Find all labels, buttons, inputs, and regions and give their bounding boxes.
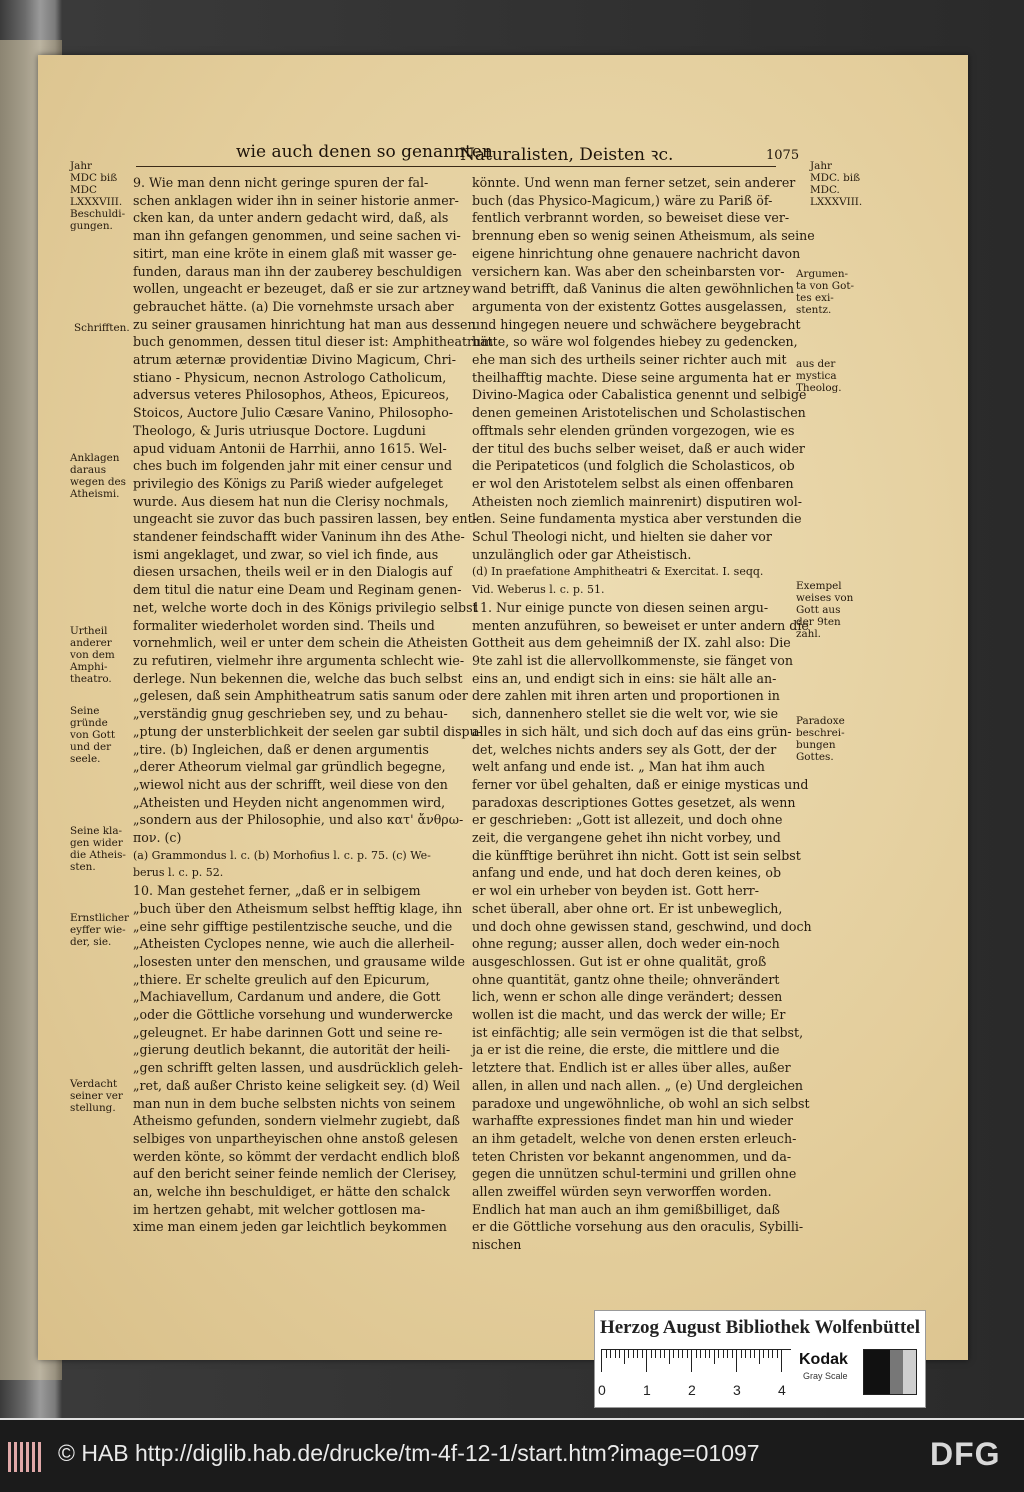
ruler-tick [714, 1350, 715, 1364]
header-rule [136, 166, 776, 167]
text-line: standener feindschafft wider Vaninum ihn des Athe- [133, 529, 465, 545]
ruler-tick [664, 1350, 665, 1358]
ruler-number: 4 [778, 1382, 786, 1398]
text-line: sich, dannenhero stellet sie die welt vor, wie sie [472, 706, 779, 722]
text-line: versichern kan. Was aber den scheinbarsten vor- [472, 263, 785, 279]
text-line: funden, daraus man ihn der zauberey beschuldigen [133, 263, 462, 279]
text-line: an ihm getadelt, welche von denen ersten erleuch- [472, 1130, 797, 1146]
ruler-tick [696, 1350, 697, 1358]
text-line: alles in sich hält, und sich doch auf das eins grün- [472, 723, 792, 739]
margin-note-line: Anklagen [70, 452, 120, 464]
text-line: gebrauchet hätte. (a) Die vornehmste ursach aber [133, 298, 454, 314]
running-head-left: wie auch denen so genannten [236, 142, 493, 162]
text-line: im hertzen gehabt, mit welcher gottlosen ma- [133, 1201, 426, 1217]
text-line: anfang und ende, und hat doch deren keines, ob [472, 865, 782, 881]
text-line: selbiges von unpartheyischen ohne anstoß gelesen [133, 1130, 459, 1146]
text-line: schen anklagen wider ihn in seiner historie anmer- [133, 192, 459, 208]
margin-note-line: Seine [70, 705, 100, 717]
margin-note-line: Amphi- [70, 661, 108, 673]
text-line: „tire. (b) Ingleichen, daß er denen argumentis [133, 741, 429, 757]
margin-note-line: anderer [70, 637, 112, 649]
ruler-number: 2 [688, 1382, 696, 1398]
text-line: allen zweiffel würden seyn verworffen worden. [472, 1184, 772, 1200]
margin-note-line: der, sie. [70, 936, 112, 948]
ruler-tick [759, 1350, 760, 1364]
ruler-tick [700, 1350, 701, 1358]
ruler-tick [754, 1350, 755, 1358]
ruler-tick [610, 1350, 611, 1358]
margin-note-line: mystica [796, 370, 837, 382]
ruler-tick [624, 1350, 625, 1364]
margin-note-line: Jahr [810, 160, 833, 172]
text-line: buch genommen, dessen titul dieser ist: Amphitheatrum [133, 334, 494, 350]
text-line: „Atheisten Cyclopes nenne, wie auch die allerheil- [133, 936, 455, 952]
margin-note-line: aus der [796, 358, 836, 370]
ruler-tick [678, 1350, 679, 1358]
text-line: brennung eben so wenig seinen Atheismum, als seine [472, 228, 815, 244]
text-line: buch (das Physico-Magicum,) wäre zu Pariß öf- [472, 192, 773, 208]
ruler-tick [615, 1350, 616, 1358]
margin-note-line: beschrei- [796, 727, 845, 739]
ruler-tick [723, 1350, 724, 1358]
text-line: vornehmlich, weil er unter dem schein die Atheisten [133, 635, 468, 651]
margin-note-line: tes exi- [796, 292, 834, 304]
text-line: derlege. Nun bekennen die, welche das buch selbst [133, 670, 463, 686]
margin-note-line: MDC. biß [810, 172, 861, 184]
text-line: atrum æternæ providentiæ Divino Magicum, Chri- [133, 352, 456, 368]
ruler-tick [660, 1350, 661, 1358]
text-line: zeit, die vergangene gehet ihn nicht vorbey, und [472, 830, 781, 846]
text-line: „ret, daß außer Christo keine seligkeit sey. (d) Weil [133, 1077, 461, 1093]
ruler-tick [687, 1350, 688, 1358]
text-line: man ihn gefangen genommen, und seine sachen vi- [133, 228, 461, 244]
ruler-tick [682, 1350, 683, 1358]
ruler-tick [655, 1350, 656, 1358]
margin-note-line: von dem [70, 649, 115, 661]
ruler-tick [781, 1350, 782, 1372]
margin-note-line: bungen [796, 739, 836, 751]
text-line: lich, wenn er schon alle dinge verändert; dessen [472, 989, 783, 1005]
margin-note-line: LXXXVIII. [70, 196, 123, 208]
ruler-tick [768, 1350, 769, 1358]
margin-note-anklagen [70, 452, 126, 500]
margin-note-verdacht [70, 1078, 123, 1114]
margin-note-line: Schrifften. [74, 322, 130, 334]
text-line: „eine sehr gifftige pestilentzische seuche, und die [133, 918, 453, 934]
text-line: menten anzuführen, so beweiset er unter andern die [472, 617, 809, 633]
text-line: die Peripateticos (und folglich die Scholasticos, ob [472, 458, 795, 474]
text-line: „Atheisten und Heyden nicht angenommen wird, [133, 794, 446, 810]
text-line: „Machiavellum, Cardanum und andere, die Gott [133, 989, 441, 1005]
text-line: gegen die unnützen schul-termini und grillen ohne [472, 1166, 797, 1182]
text-line: „gen schrifft gelten lassen, und ausdrücklich geleh- [133, 1060, 463, 1076]
margin-note-line: Gott aus [796, 604, 841, 616]
ruler-number: 1 [643, 1382, 651, 1398]
text-line: und doch ohne gewissen stand, geschwind, und doch [472, 918, 812, 934]
margin-note-line: wegen des [70, 476, 126, 488]
text-line: wand betrifft, daß Vaninus die alten gewöhnlichen [472, 281, 794, 297]
text-line: man nun in dem buche selbsten nichts von seinem [133, 1095, 456, 1111]
text-line: wollen ist die macht, und das werck der wille; Er [472, 1007, 786, 1023]
text-line: werden könte, so kömmt der verdacht endlich bloß [133, 1148, 460, 1164]
margin-note-schrifften [74, 322, 130, 334]
margin-note-seine-klagen [70, 825, 126, 873]
ruler-tick [637, 1350, 638, 1358]
text-line: welt anfang und ende ist. „ Man hat ihm auch [472, 759, 765, 775]
text-line: 11. Nur einige puncte von diesen seinen argu- [472, 599, 769, 615]
margin-note-mystica [796, 358, 842, 394]
margin-note-line: Exempel [796, 580, 842, 592]
text-line: ohne quantität, gantz ohne theile; ohnverändert [472, 971, 780, 987]
text-line: Atheisten noch ziemlich mainrenirt) disputiren wol- [472, 493, 803, 509]
margin-note-line: gründe [70, 717, 108, 729]
running-head-right: Naturalisten, Deisten ꝛc. [460, 145, 674, 165]
text-line: dere zahlen mit ihren arten und proportionen in [472, 688, 780, 704]
margin-note-line: MDC [70, 184, 97, 196]
text-line: Gottheit aus dem geheimniß der IX. zahl also: Die [472, 635, 791, 651]
left-text-column [133, 174, 494, 1236]
ruler-tick [691, 1350, 692, 1372]
text-line: len. Seine fundamenta mystica aber verstunden die [472, 511, 802, 527]
margin-note-line: Gottes. [796, 751, 834, 763]
text-line: apud viduam Antonii de Harrhii, anno 1615. Wel- [133, 440, 447, 456]
ruler-tick [709, 1350, 710, 1358]
text-line: auf den bericht seiner feinde nemlich der Clerisey, [133, 1166, 457, 1182]
margin-note-line: LXXXVIII. [810, 196, 863, 208]
margin-note-line: seiner ver [70, 1090, 123, 1102]
margin-note-line: seele. [70, 753, 101, 765]
text-line: könnte. Und wenn man ferner setzet, sein anderer [472, 175, 796, 190]
dfg-logo[interactable]: DFG [930, 1436, 1001, 1472]
ruler-tick [777, 1350, 778, 1358]
text-line: 9te zahl ist die allervollkommenste, sie fänget von [472, 652, 793, 668]
ruler-tick [736, 1350, 737, 1372]
footer-bar [0, 1418, 1024, 1492]
text-line: zu refutiren, vielmehr ihre argumenta schlecht wie- [133, 652, 465, 668]
text-line: „gelesen, daß sein Amphitheatrum satis sanum oder [133, 688, 468, 704]
text-line: argumenta von der existentz Gottes ausgelassen, [472, 298, 787, 314]
text-line: Stoicos, Auctore Julio Cæsare Vanino, Philosopho- [133, 405, 454, 421]
text-line: Vid. Weberus l. c. p. 51. [472, 583, 605, 597]
text-line: (d) In praefatione Amphitheatri & Exercitat. I. seqq. [472, 565, 764, 579]
text-line: paradoxas descriptiones Gottes gesetzet, als wenn [472, 794, 796, 810]
margin-note-line: Seine kla- [70, 825, 123, 837]
text-line: Divino-Magica oder Cabalistica genennt und selbige [472, 387, 807, 403]
ruler-tick [669, 1350, 670, 1364]
text-line: (a) Grammondus l. c. (b) Morhofius l. c. p. 75. (c) We- [133, 848, 431, 862]
gray-scale-label: Gray Scale [803, 1371, 848, 1381]
text-line: eigene hinrichtung ohne genauere nachricht davon [472, 245, 801, 261]
margin-note-line: MDC biß [70, 172, 118, 184]
text-line: er geschrieben: „Gott ist allezeit, und doch ohne [472, 812, 783, 828]
library-color-card [594, 1310, 926, 1408]
ruler-tick [741, 1350, 742, 1358]
margin-note-line: gen wider [70, 837, 123, 849]
scale-ruler [598, 1349, 791, 1398]
text-line: an, welche ihn beschuldiget, er hätte den schalck [133, 1184, 450, 1200]
margin-note-line: gungen. [70, 220, 113, 232]
margin-note-line: Jahr [70, 160, 93, 172]
text-line: ismi angeklaget, und zwar, so viel ich finde, aus [133, 546, 439, 562]
text-line: „oder die Göttliche vorsehung und wunderwercke [133, 1007, 453, 1023]
text-line: Theologo, & Juris utriusque Doctore. Lugduni [133, 422, 426, 438]
library-name: Herzog August Bibliothek Wolfenbüttel [599, 1317, 921, 1338]
margin-note-line: die Atheis- [70, 849, 126, 861]
margin-note-line: stellung. [70, 1102, 116, 1114]
copyright-link[interactable]: © HAB http://diglib.hab.de/drucke/tm-4f-12-1/start.htm?image=01097 [58, 1440, 760, 1466]
text-line: „losesten unter den menschen, und grausame wilde [133, 953, 465, 969]
ruler-tick [763, 1350, 764, 1358]
margin-note-line: eyffer wie- [70, 924, 126, 936]
text-line: hätte, so wäre wol folgendes hiebey zu gedencken, [472, 334, 798, 350]
margin-note-line: Theolog. [796, 382, 842, 394]
text-line: „sondern aus der Philosophie, und also κατ' ἄνθρω- [133, 812, 464, 828]
text-line: „ptung der unsterblichkeit der seelen gar subtil dispu- [133, 723, 482, 739]
ruler-tick [673, 1350, 674, 1358]
text-line: ches buch im folgenden jahr mit einer censur und [133, 458, 453, 474]
text-line: cken kan, da unter andern gedacht wird, daß, als [133, 210, 449, 226]
ruler-tick [718, 1350, 719, 1358]
text-line: theilhafftig machte. Diese seine argumenta hat er [472, 369, 791, 385]
text-line: letztere that. Endlich ist er alles über alles, außer [472, 1060, 791, 1076]
margin-note-urtheil [70, 625, 115, 685]
text-line: er wol ein urheber von beyden ist. Gott herr- [472, 883, 759, 899]
text-line: ferner vor übel gehalten, daß er einige mysticas und [472, 776, 809, 792]
text-line: „buch über den Atheismum selbst hefftig klage, ihn [133, 900, 463, 916]
text-line: berus l. c. p. 52. [133, 866, 224, 880]
text-line: „thiere. Er schelte greulich auf den Epicurum, [133, 971, 430, 987]
text-line: denen gemeinen Aristotelischen und Scholastischen [472, 405, 806, 421]
margin-note-line: sten. [70, 861, 96, 873]
margin-note-line: ta von Got- [796, 280, 855, 292]
margin-note-line: Argumen- [796, 268, 849, 280]
text-line: paradoxe und ungewöhnliche, ob wohl an sich selbst [472, 1095, 810, 1111]
margin-note-line: weises von [796, 592, 854, 604]
text-line: 10. Man gestehet ferner, „daß er in selbigem [133, 883, 421, 899]
text-line: Atheismo gefunden, sondern vielmehr zugiebt, daß [133, 1113, 460, 1129]
margin-note-ernstlicher [70, 912, 129, 948]
text-line: ungeacht sie zuvor das buch passiren lassen, bey ent- [133, 511, 477, 527]
text-line: ist einfächtig; alle sein vermögen ist die that selbst, [472, 1024, 804, 1040]
text-line: „gierung deutlich bekannt, die autorität der heili- [133, 1042, 451, 1058]
text-line: adversus veteres Philosophos, Atheos, Epicureos, [133, 387, 450, 403]
text-line: „geleugnet. Er habe darinnen Gott und seine re- [133, 1024, 443, 1040]
text-line: allen, in allen und nach allen. „ (e) Und dergleichen [472, 1077, 804, 1093]
ruler-tick [619, 1350, 620, 1358]
margin-note-line: Verdacht [70, 1078, 118, 1090]
ruler-tick [601, 1350, 602, 1372]
margin-note-line: Paradoxe [796, 715, 845, 727]
ruler-tick [646, 1350, 647, 1372]
text-line: ohne regung; ausser allen, doch weder ein-noch [472, 936, 780, 952]
text-line: net, welche worte doch in des Königs privilegio selbst [133, 599, 478, 615]
text-line: schet überall, aber ohne ort. Er ist unbeweglich, [472, 900, 783, 916]
margin-note-line: Urtheil [70, 625, 108, 637]
text-line: „derer Atheorum vielmal gar gründlich begegne, [133, 759, 446, 775]
margin-note-line: Beschuldi- [70, 208, 126, 220]
text-line: formaliter wiederholet worden sind. Theils und [133, 617, 435, 633]
margin-note-paradoxe [796, 715, 845, 763]
margin-note-line: daraus [70, 464, 107, 476]
text-line: ausgeschlossen. Gut ist er ohne qualität, groß [472, 953, 767, 969]
margin-note-line: MDC. [810, 184, 840, 196]
margin-note-line: von Gott [70, 729, 116, 741]
text-line: Schul Theologi nicht, und hielten sie daher vor [472, 529, 772, 545]
ruler-tick [727, 1350, 728, 1358]
text-line: die künfftige berühret ihn nicht. Gott ist sein selbst [472, 847, 801, 863]
text-line: 9. Wie man denn nicht geringe spuren der fal- [133, 175, 429, 190]
text-line: xime man einem jeden gar leichtlich beykommen [133, 1219, 447, 1235]
text-line: diesen ursachen, theils weil er in den Dialogis auf [133, 564, 453, 580]
ruler-tick [750, 1350, 751, 1358]
text-line: offtmals sehr elenden gründen vorgezogen, wie es [472, 422, 795, 438]
ruler-tick [772, 1350, 773, 1358]
text-line: er die Göttliche vorsehung aus den oraculis, Sybilli- [472, 1219, 804, 1235]
text-line: nischen [472, 1237, 522, 1253]
margin-note-line: und der [70, 741, 112, 753]
text-line: Endlich hat man auch an ihm gemißbilliget, daß [472, 1201, 780, 1217]
margin-note-line: Ernstlicher [70, 912, 130, 924]
text-line: sitirt, man eine kröte in einem glaß mit wasser ge- [133, 245, 457, 261]
ruler-number: 3 [733, 1382, 741, 1398]
text-line: πον. (c) [133, 830, 182, 846]
margin-note-line: zahl. [796, 628, 821, 640]
margin-note-exempel [796, 580, 853, 640]
ruler-tick [606, 1350, 607, 1358]
ruler-number: 0 [598, 1382, 606, 1398]
text-line: warhaffte expressiones findet man hin und wieder [472, 1113, 794, 1129]
ruler-tick [628, 1350, 629, 1358]
gray-scale-patch [863, 1349, 917, 1395]
text-line: und hingegen neuere und schwächere beygebracht [472, 316, 801, 332]
ruler-tick [651, 1350, 652, 1358]
text-line: privilegio des Königs zu Pariß wieder aufgeleget [133, 475, 443, 491]
ruler-tick [732, 1350, 733, 1358]
margin-note-argumenta [796, 268, 854, 316]
margin-note-year-right [810, 160, 862, 208]
text-line: unzulänglich oder gar Atheistisch. [472, 546, 692, 562]
text-line: stiano - Physicum, necnon Astrologo Catholicum, [133, 369, 447, 385]
margin-note-line: stentz. [796, 304, 832, 316]
text-line: wurde. Aus diesem hat nun die Clerisy nochmals, [133, 493, 449, 509]
text-line: zu seiner grausamen hinrichtung hat man aus dessen [133, 316, 476, 332]
text-line: ja er ist die reine, die erste, die mittlere und die [472, 1042, 780, 1058]
hab-logo-icon[interactable] [8, 1442, 44, 1472]
page-number: 1075 [766, 148, 800, 163]
text-line: det, welches nichts anders sey als Gott, der der [472, 741, 777, 757]
margin-note-seine-gruende [70, 705, 115, 765]
margin-note-line: Atheismi. [70, 488, 120, 500]
margin-note-line: der 9ten [796, 616, 841, 628]
text-line: „verständig gnug geschrieben sey, und zu behau- [133, 706, 448, 722]
text-line: „wiewol nicht aus der schrifft, weil diese von den [133, 776, 448, 792]
text-line: ehe man sich des urtheils seiner richter auch mit [472, 352, 787, 368]
text-line: fentlich verbrannt worden, so beweiset diese ver- [472, 210, 790, 226]
text-line: er wol den Aristotelem selbst als einen offenbaren [472, 475, 794, 491]
text-line: eins an, und endigt sich in eins: sie hält alle an- [472, 670, 777, 686]
margin-note-line: theatro. [70, 673, 112, 685]
text-line: dem titul die natur eine Deam und Reginam genen- [133, 582, 462, 598]
ruler-tick [705, 1350, 706, 1358]
kodak-logo: Kodak [799, 1351, 848, 1368]
text-line: der titul des buchs selber weiset, daß er auch wider [472, 440, 805, 456]
text-line: teten Christen vor bekannt angenommen, und da- [472, 1148, 792, 1164]
text-line: wollen, ungeacht er bezeuget, daß er sie zur artzney [133, 281, 471, 297]
margin-note-year-left [70, 160, 125, 232]
ruler-tick [633, 1350, 634, 1358]
ruler-tick [745, 1350, 746, 1358]
ruler-tick [642, 1350, 643, 1358]
